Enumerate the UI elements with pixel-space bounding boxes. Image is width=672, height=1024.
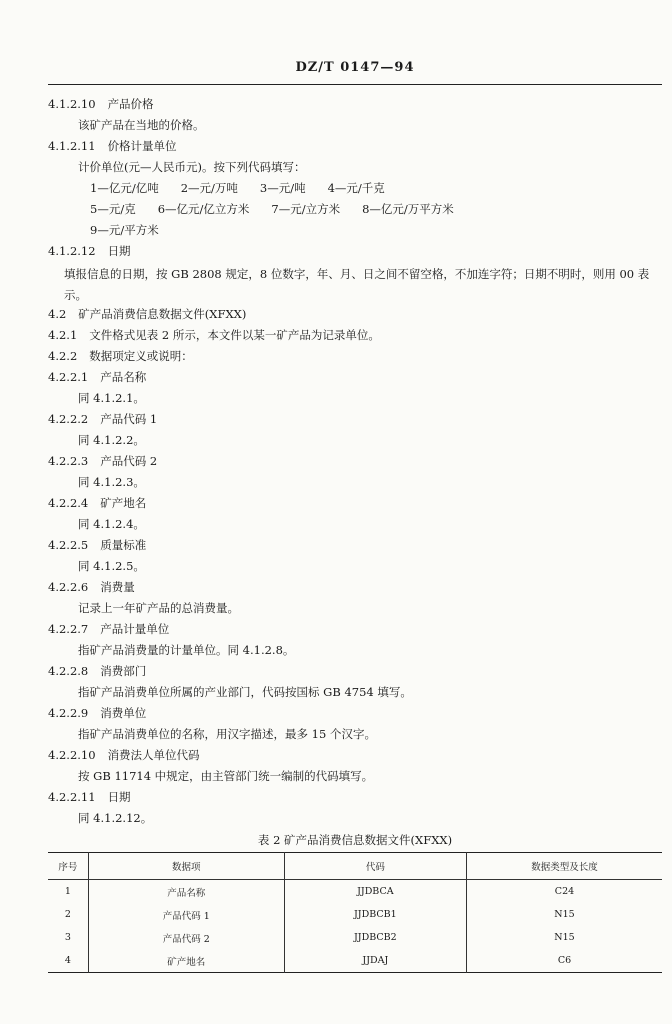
section-title: 产品名称 [100,370,147,384]
table-row [48,926,662,949]
cell-item: 矿产地名 [88,949,284,973]
section-4-2-1 [48,327,380,343]
section-number: 4.2.2.11 [48,790,96,804]
section-number: 4.2.2.8 [48,664,89,678]
section-4-2-2-11 [48,789,131,805]
section-title: 消费单位 [100,706,147,720]
section-title: 消费法人单位代码 [107,748,200,762]
paragraph: 按 GB 11714 中规定，由主管部门统一编制的代码填写。 [78,769,374,783]
section-number: 4.2.2.4 [48,496,89,510]
table-row [48,880,662,904]
cell-code: JJDAJ [284,949,466,973]
code-option: 8—亿元/万平方米 [362,202,454,216]
section-title: 产品代码 1 [100,412,158,426]
cell-item: 产品代码 2 [88,926,284,949]
section-title: 产品代码 2 [100,454,158,468]
code-options-row-1 [90,180,407,196]
header-type-length: 数据类型及长度 [466,853,662,880]
section-4-2-2-9 [48,705,146,721]
section-number: 4.2.2.10 [48,748,96,762]
cell-code: JJDBCB1 [284,903,466,926]
paragraph: 同 4.1.2.4。 [78,517,145,531]
section-4-1-2-11 [48,138,177,154]
section-4-2-2-1 [48,369,146,385]
section-4-2 [48,306,246,322]
header-rule [48,84,662,85]
section-4-1-2-12 [48,243,131,259]
section-number: 4.1.2.10 [48,97,96,111]
cell-code: JJDBCB2 [284,926,466,949]
header-seq: 序号 [58,862,78,873]
section-title: 消费部门 [100,664,147,678]
data-file-table [48,852,662,973]
paragraph: 指矿产品消费单位所属的产业部门，代码按国标 GB 4754 填写。 [78,685,412,699]
section-title: 消费量 [100,580,135,594]
section-4-2-2-3 [48,453,157,469]
section-number: 4.2.2.7 [48,622,89,636]
code-option: 4—元/千克 [327,181,385,195]
section-4-2-2-6 [48,579,135,595]
section-number: 4.2.2.1 [48,370,89,384]
section-title: 矿产地名 [100,496,147,510]
paragraph: 指矿产品消费量的计量单位。同 4.1.2.8。 [78,643,295,657]
paragraph: 同 4.1.2.2。 [78,433,145,447]
section-4-2-2-7 [48,621,169,637]
section-title: 数据项定义或说明： [89,349,193,363]
code-option: 5—元/克 [90,202,136,216]
paragraph: 同 4.1.2.3。 [78,475,145,489]
cell-type: C6 [466,949,662,973]
cell-item: 产品代码 1 [88,903,284,926]
section-number: 4.2.2.2 [48,412,89,426]
section-title: 价格计量单位 [107,139,177,153]
section-number: 4.1.2.11 [48,139,96,153]
section-title: 日期 [107,790,131,804]
section-4-1-2-10 [48,96,154,112]
code-option: 9—元/平方米 [90,223,159,237]
code-option: 6—亿元/亿立方米 [157,202,250,216]
paragraph: 同 4.1.2.5。 [78,559,145,573]
cell-type: N15 [466,926,662,949]
cell-type: C24 [466,880,662,904]
paragraph: 同 4.1.2.1。 [78,391,145,405]
cell-seq: 3 [64,932,71,943]
table-row [48,903,662,926]
section-title: 质量标准 [100,538,147,552]
section-title: 日期 [107,244,131,258]
section-title: 产品价格 [107,97,154,111]
section-number: 4.2.1 [48,328,78,342]
table-row [48,949,662,973]
section-title: 矿产品消费信息数据文件(XFXX) [78,307,247,321]
header-code: 代码 [284,853,466,880]
paragraph: 该矿产品在当地的价格。 [78,118,205,132]
section-number: 4.2 [48,307,67,321]
paragraph: 计价单位(元—人民币元)。按下列代码填写： [78,160,306,174]
cell-seq: 4 [64,955,71,966]
paragraph: 同 4.1.2.12。 [78,811,153,825]
cell-item: 产品名称 [88,880,284,904]
code-option: 2—元/万吨 [180,181,238,195]
code-options-row-3 [90,222,181,238]
section-4-2-2-8 [48,663,146,679]
code-option: 7—元/立方米 [271,202,341,216]
section-number: 4.2.2 [48,349,78,363]
cell-type: N15 [466,903,662,926]
section-number: 4.2.2.5 [48,538,89,552]
code-option: 1—亿元/亿吨 [90,181,159,195]
section-title: 文件格式见表 2 所示，本文件以某一矿产品为记录单位。 [89,328,380,342]
table-caption: 表 2 矿产品消费信息数据文件(XFXX) [257,833,453,847]
section-number: 4.1.2.12 [48,244,96,258]
paragraph: 记录上一年矿产品的总消费量。 [78,601,239,615]
section-number: 4.2.2.6 [48,580,89,594]
section-4-2-2-5 [48,537,146,553]
cell-seq: 1 [64,886,71,897]
header-item: 数据项 [88,853,284,880]
section-number: 4.2.2.9 [48,706,89,720]
code-option: 3—元/吨 [259,181,306,195]
section-4-2-2 [48,348,193,364]
cell-code: JJDBCA [284,880,466,904]
section-number: 4.2.2.3 [48,454,89,468]
section-4-2-2-10 [48,747,200,763]
paragraph: 指矿产品消费单位的名称，用汉字描述，最多 15 个汉字。 [78,727,376,741]
paragraph-date-rule: 填报信息的日期，按 GB 2808 规定，8 位数字，年、月、日之间不留空格，不加连字符；日期不明时，则用 00 表示。 [64,267,650,302]
section-4-2-2-2 [48,411,157,427]
section-title: 产品计量单位 [100,622,170,636]
document-code-header: DZ/T 0147—94 [295,60,415,75]
cell-seq: 2 [64,909,71,920]
code-options-row-2 [90,201,476,217]
table-header-row [48,853,662,880]
section-4-2-2-4 [48,495,146,511]
